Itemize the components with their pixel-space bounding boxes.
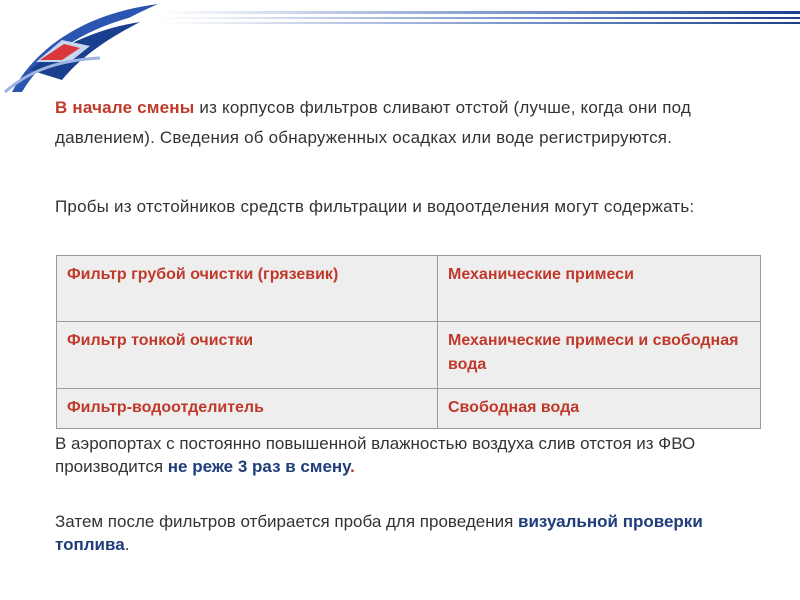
shift-start-highlight: В начале смены	[55, 98, 195, 117]
visual-check-end: .	[124, 535, 130, 554]
contains-cell: Свободная вода	[438, 389, 761, 429]
filter-cell: Фильтр-водоотделитель	[57, 389, 438, 429]
filter-contaminants-table	[56, 255, 761, 429]
shift-start-paragraph	[55, 93, 770, 153]
visual-check-paragraph	[55, 510, 770, 556]
visual-check-highlight: визуальной проверки топлива	[55, 512, 703, 554]
samples-intro-paragraph: Пробы из отстойников средств фильтрации и водоотделения могут содержать:	[55, 197, 695, 216]
table-row	[57, 256, 761, 322]
table-row	[57, 322, 761, 389]
humidity-text: В аэропортах с постоянно повышенной влажностью воздуха слив отстоя из ФВО производится	[55, 434, 696, 476]
filter-cell: Фильтр грубой очистки (грязевик)	[57, 256, 438, 322]
frequency-highlight: не реже 3 раз в смену	[167, 457, 351, 476]
visual-check-text: Затем после фильтров отбирается проба для проведения	[55, 512, 519, 531]
humidity-paragraph	[55, 432, 775, 478]
contains-cell: Механические примеси и свободная вода	[438, 322, 761, 389]
filter-cell: Фильтр тонкой очистки	[57, 322, 438, 389]
contains-cell: Механические примеси	[438, 256, 761, 322]
shift-start-text: из корпусов фильтров сливают отстой (лучше, когда они под давлением). Сведения об обнаруженных осадках или воде регистрируются.	[55, 98, 692, 147]
header-stripes	[160, 8, 800, 28]
airline-logo	[0, 0, 165, 95]
table-row	[57, 389, 761, 429]
humidity-end: .	[350, 457, 355, 476]
